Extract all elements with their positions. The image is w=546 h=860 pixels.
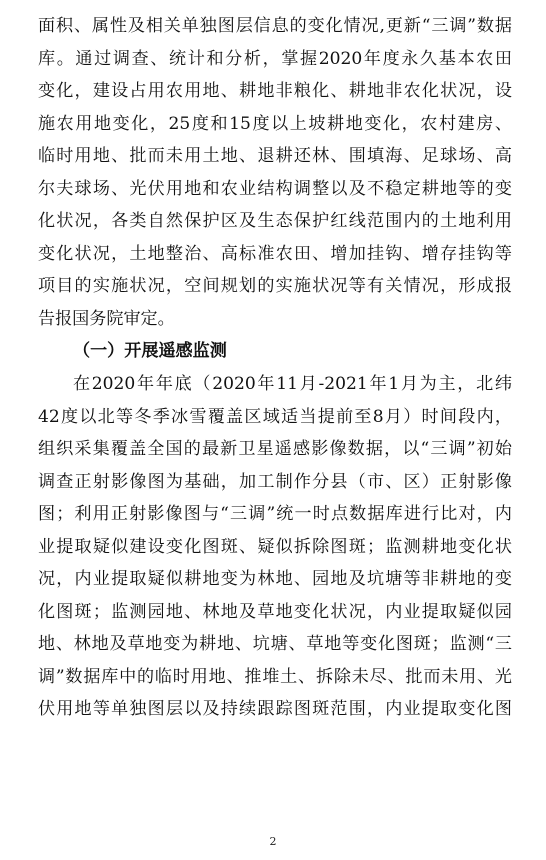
text-line: 临时用地、批而未用土地、退耕还林、围填海、足球场、高 — [38, 146, 512, 167]
text-line: 变化，建设占用农用地、耕地非粮化、耕地非农化状况，设 — [38, 81, 512, 102]
text-line: 在2020年年底（2020年11月-2021年1月为主，北纬 — [73, 374, 512, 395]
section-heading: （一）开展遥感监测 — [73, 341, 227, 362]
text-line: 调”数据库中的临时用地、推堆土、拆除未尽、批而未用、光 — [38, 666, 512, 687]
text-line: 调查正射影像图为基础，加工制作分县（市、区）正射影像 — [38, 471, 512, 492]
text-line: 变化状况，土地整治、高标准农田、增加挂钩、增存挂钩等 — [38, 243, 512, 264]
text-line: 42度以北等冬季冰雪覆盖区域适当提前至8月）时间段内， — [38, 406, 512, 427]
text-line: 库。通过调查、统计和分析，掌握2020年度永久基本农田 — [38, 48, 512, 69]
paragraph-1 — [38, 10, 512, 335]
text-line: 伏用地等单独图层以及持续跟踪图斑范围，内业提取变化图 — [38, 699, 512, 720]
text-line: 尔夫球场、光伏用地和农业结构调整以及不稳定耕地等的变 — [38, 178, 512, 199]
text-line: 况，内业提取疑似耕地变为林地、园地及坑塘等非耕地的变 — [38, 569, 512, 590]
text-line: 业提取疑似建设变化图斑、疑似拆除图斑；监测耕地变化状 — [38, 536, 512, 557]
text-line: 施农用地变化，25度和15度以上坡耕地变化，农村建房、 — [38, 113, 512, 134]
text-line: 图；利用正射影像图与“三调”统一时点数据库进行比对，内 — [38, 504, 512, 525]
text-line: 组织采集覆盖全国的最新卫星遥感影像数据，以“三调”初始 — [38, 439, 512, 460]
body-text — [38, 10, 512, 726]
text-line: 化图斑；监测园地、林地及草地变化状况，内业提取疑似园 — [38, 601, 512, 622]
text-line: 告报国务院审定。 — [38, 308, 175, 329]
text-line: 地、林地及草地变为耕地、坑塘、草地等变化图斑；监测“三 — [38, 634, 512, 655]
page-number: 2 — [269, 835, 277, 848]
paragraph-2 — [38, 368, 512, 726]
text-line: 面积、属性及相关单独图层信息的变化情况,更新“三调”数据 — [38, 16, 512, 36]
text-line: 项目的实施状况，空间规划的实施状况等有关情况，形成报 — [38, 276, 512, 297]
text-line: 化状况，各类自然保护区及生态保护红线范围内的土地利用 — [38, 211, 512, 232]
